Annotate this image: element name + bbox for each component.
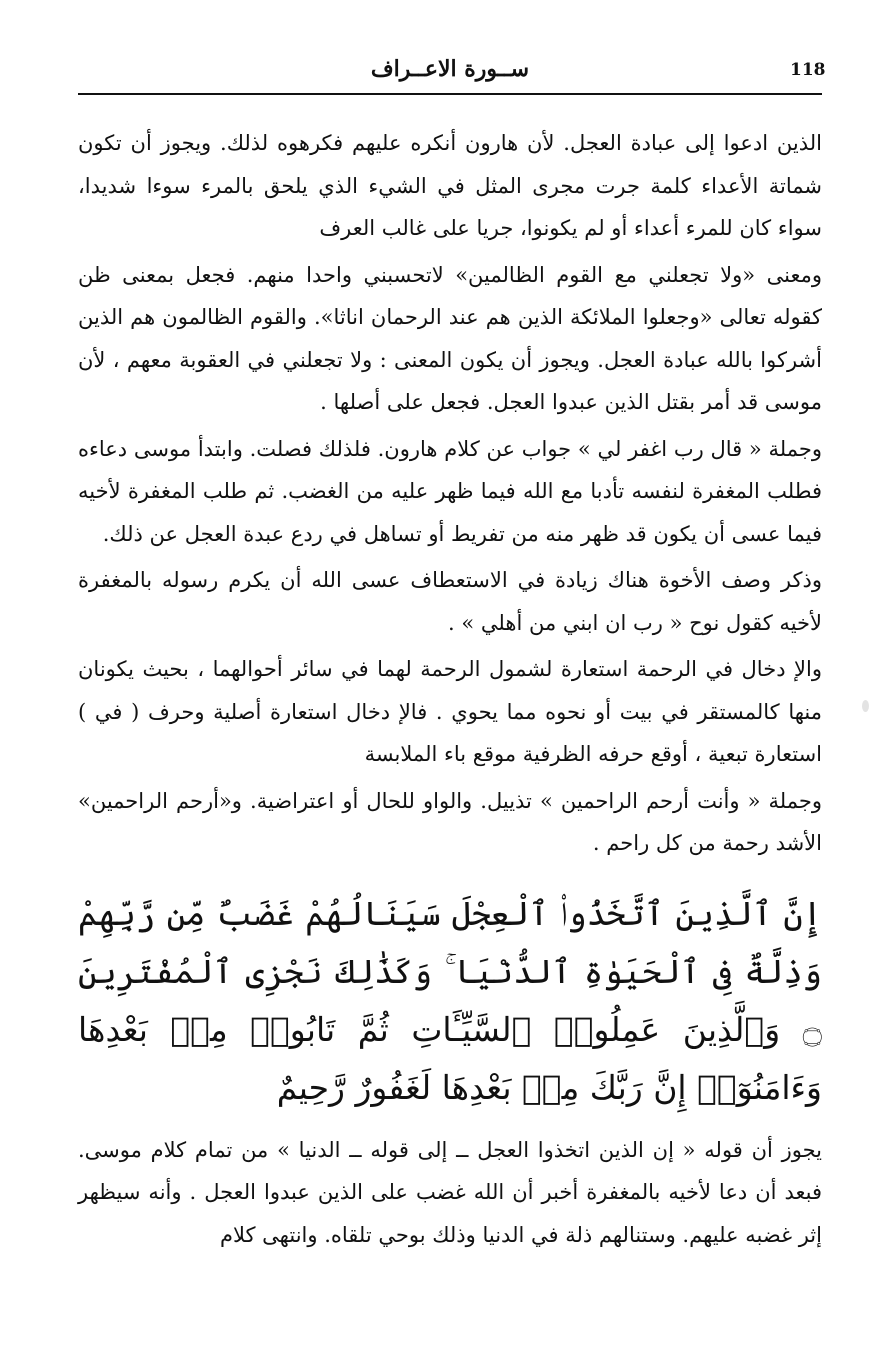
- paragraph-ukhuwwa: وذكر وصف الأخوة هناك زيادة في الاستعطاف عسى الله أن يكرم رسوله بالمغفرة لأخيه كقول نوح « رب ان ابني من أهلي » .: [78, 568, 822, 635]
- quran-verse: إِنَّ ٱلَّذِينَ ٱتَّخَذُوا۟ ٱلْعِجْلَ سَيَنَالُهُمْ غَضَبٌ مِّن رَّبِّهِمْ وَذِلَّةٌ فِى ٱلْحَيَوٰةِ ٱلدُّنْيَا ۚ وَكَذَٰلِكَ نَجْزِى ٱلْمُفْتَرِينَ ۝ وَٱلَّذِينَ عَمِلُوا۟ ٱلسَّيِّـَٔاتِ ثُمَّ تَابُوا۟ مِنۢ بَعْدِهَا وَءَامَنُوٓا۟ إِنَّ رَبَّكَ مِنۢ بَعْدِهَا لَغَفُورٌ رَّحِيمٌ: [78, 893, 822, 1107]
- paragraph-arham-rahimin: وجملة « وأنت أرحم الراحمين » تذييل. والواو للحال أو اعتراضية. و«أرحم الراحمين» الأشد رحمة من كل راحم .: [78, 788, 822, 855]
- paragraph-zalimin: ومعنى «ولا تجعلني مع القوم الظالمين» لاتحسبني واحدا منهم. فجعل بمعنى ظن كقوله تعالى «وجعلوا الملائكة الذين هم عند الرحمان اناثا». والقوم الظالمون هم الذين أشركوا بالله عبادة العجل. ويجوز أن يكون المعنى : ولا تجعلني في العقوبة معهم ، لأن موسى قد أمر بقتل الذين عبدوا العجل. فجعل على أصلها .: [78, 262, 822, 414]
- paragraph-idkhal: والإ دخال في الرحمة استعارة لشمول الرحمة لهما في سائر أحوالهما ، بحيث يكونان منها كالمستقر في بيت أو نحوه مما يحوي . فالإ دخال استعارة أصلية وحرف ( في ) استعارة تبعية ، أوقع حرفه الظرفية موقع باء الملابسة: [78, 657, 822, 766]
- surah-title: ســورة الاعــراف: [370, 56, 530, 82]
- page-body: [78, 122, 822, 1256]
- paragraph-rabbi-ighfir: وجملة « قال رب اغفر لي » جواب عن كلام هارون. فلذلك فصلت. وابتدأ موسى دعاءه فطلب المغفرة لنفسه تأدبا مع الله فيما ظهر عليه من الغضب. ثم طلب المغفرة لأخيه فيما عسى أن يكون قد ظهر منه من تفريط أو تساهل في ردع عبدة العجل عن ذلك.: [78, 436, 822, 546]
- page-number: 118: [790, 60, 826, 80]
- paper-stain: [862, 700, 869, 712]
- page-header: [78, 52, 826, 90]
- paragraph-shamata: الذين ادعوا إلى عبادة العجل. لأن هارون أنكره عليهم فكرهوه لذلك. ويجوز أن تكون شماتة الأعداء كلمة جرت مجرى المثل في الشيء الذي يلحق بالمرء سوءا شديدا، سواء كان للمرء أعداء أو لم يكونوا، جريا على غالب العرف: [78, 131, 822, 240]
- paragraph-commentary: يجوز أن قوله « إن الذين اتخذوا العجل ــ إلى قوله ــ الدنيا » من تمام كلام موسى. فبعد أن دعا لأخيه بالمغفرة أخبر أن الله غضب على الذين عبدوا العجل . وأنه سيظهر إثر غضبه عليهم. وستنالهم ذلة في الدنيا وذلك بوحي تلقاه. وانتهى كلام: [78, 1137, 822, 1247]
- header-divider: [78, 93, 822, 95]
